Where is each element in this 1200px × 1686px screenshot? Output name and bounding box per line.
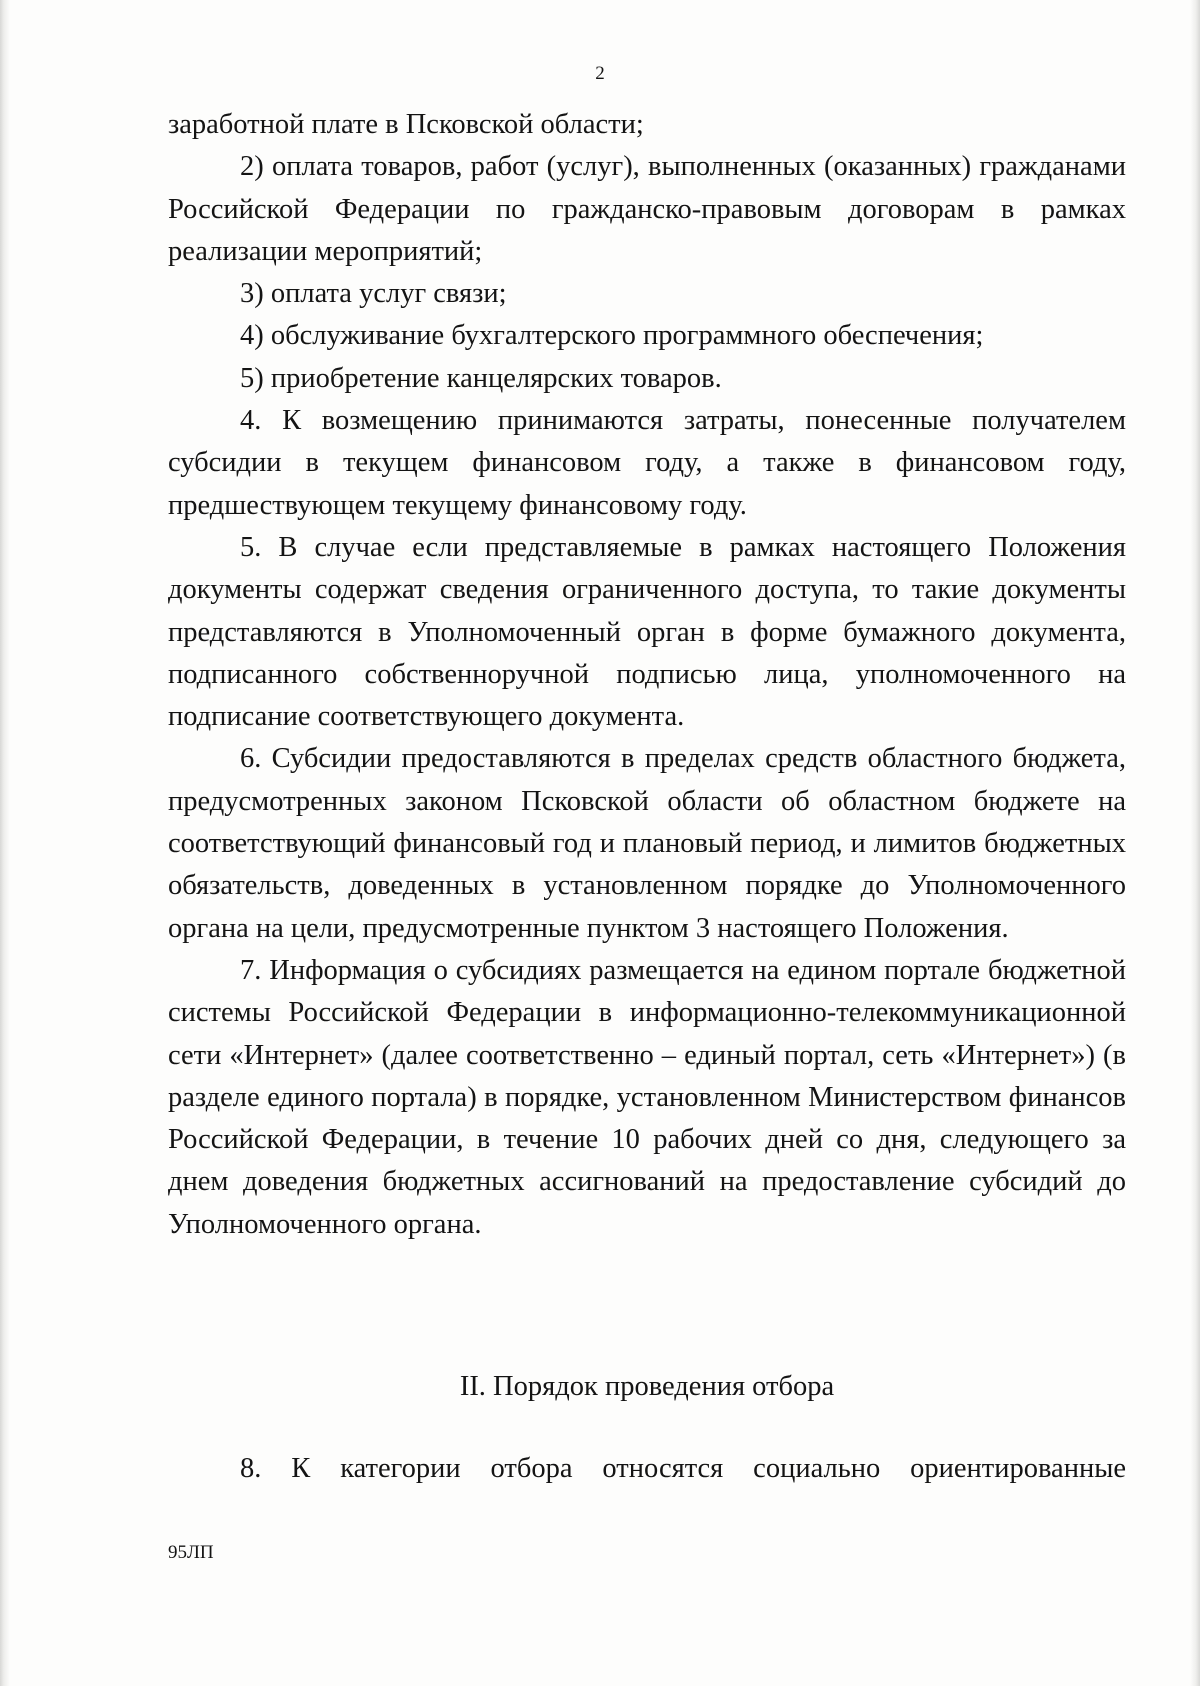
paragraph-continuation: заработной плате в Псковской области;	[168, 109, 644, 140]
scan-edge-left	[0, 0, 10, 1686]
paragraph-clause-6: 6. Субсидии предоставляются в пределах средств областного бюджета, предусмотренных законом Псковской области об областном бюджете на соответствующий финансовый год и плановый период, и лимитов бюджетных обязательств, доведенных в установленном порядке до Уполномоченного органа на цели, предусмотренные пунктом 3 настоящего Положения.	[168, 743, 1126, 944]
page-number: 2	[595, 63, 605, 84]
paragraph-item-2: 2) оплата товаров, работ (услуг), выполненных (оказанных) гражданами Российской Федерации по гражданско-правовым договорам в рамках реализации мероприятий;	[168, 151, 1126, 267]
paragraph-clause-5: 5. В случае если представляемые в рамках настоящего Положения документы содержат сведения ограниченного доступа, то такие документы представляются в Уполномоченный орган в форме бумажного документа, подписанного собственноручной подписью лица, уполномоченного на подписание соответствующего документа.	[168, 531, 1126, 733]
paragraph-item-4: 4) обслуживание бухгалтерского программного обеспечения;	[240, 320, 984, 352]
paragraph-clause-4: 4. К возмещению принимаются затраты, понесенные получателем субсидии в текущем финансовом году, а также в финансовом году, предшествующем текущему финансовому году.	[168, 405, 1126, 521]
paragraph-item-3: 3) оплата услуг связи;	[240, 278, 507, 310]
paragraph-clause-8: 8. К категории отбора относятся социально ориентированные	[240, 1453, 1126, 1484]
scan-edge-right	[1190, 0, 1200, 1686]
document-body	[168, 104, 1126, 1246]
document-code: 95ЛП	[168, 1542, 214, 1563]
section-heading: II. Порядок проведения отбора	[459, 1371, 835, 1402]
paragraph-item-5: 5) приобретение канцелярских товаров.	[240, 362, 722, 394]
paragraph-clause-7: 7. Информация о субсидиях размещается на едином портале бюджетной системы Российской Федерации в информационно-телекоммуникационной сети «Интернет» (далее соответственно – единый портал, сеть «Интернет») (в разделе единого портала) в порядке, установленном Министерством финансов Российской Федерации, в течение 10 рабочих дней со дня, следующего за днем доведения бюджетных ассигнований на предоставление субсидий до Уполномоченного органа.	[168, 954, 1126, 1240]
